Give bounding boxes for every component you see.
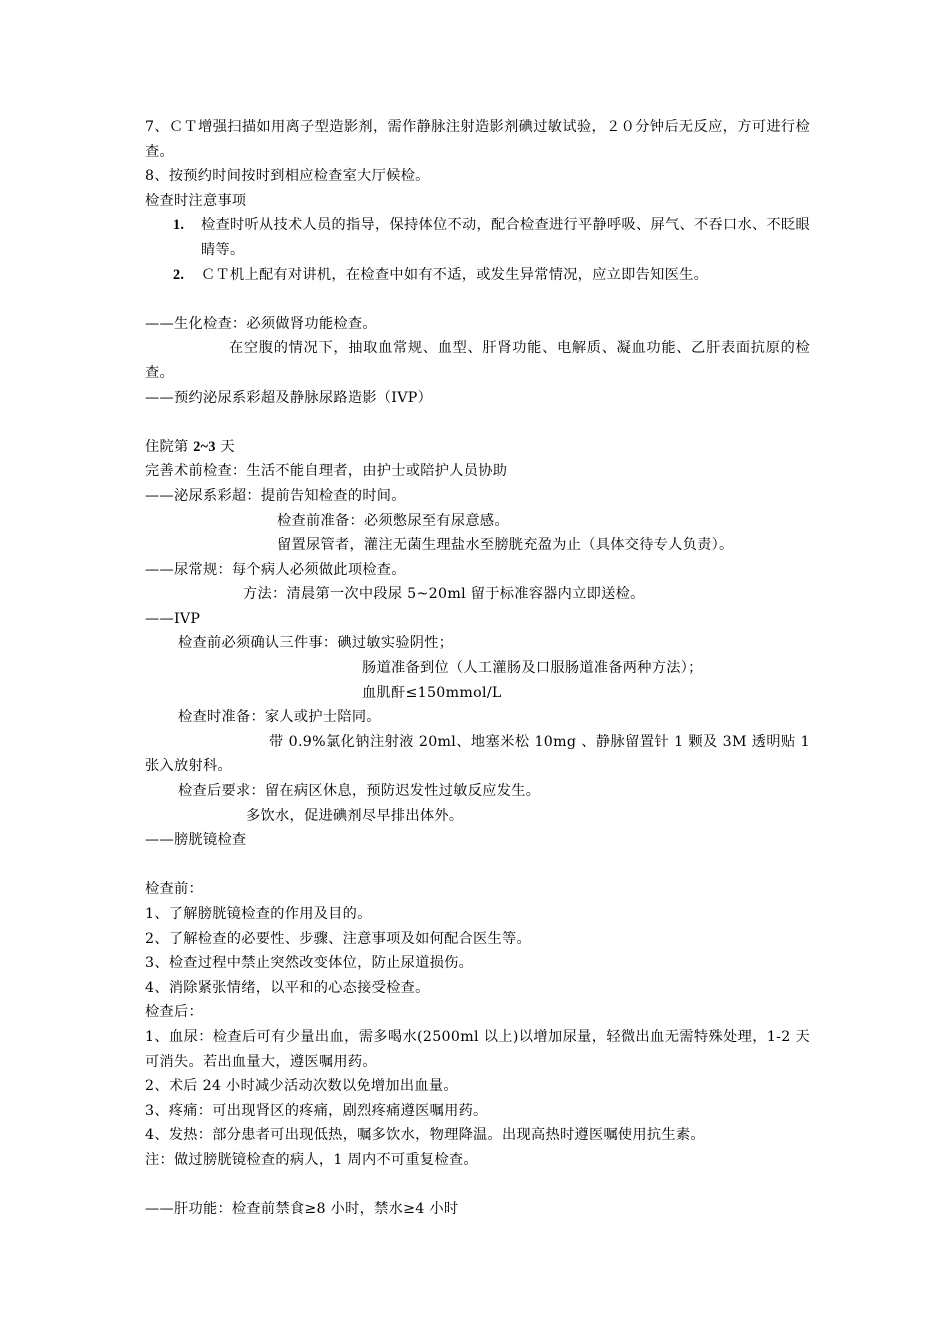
- section-ivp: ——IVP: [145, 610, 201, 627]
- ultrasound-catheter-note: 留置尿管者，灌注无菌生理盐水至膀胱充盈为止（具体交待专人负责）。: [277, 537, 734, 554]
- section-biochemistry: ——生化检查：必须做肾功能检查。: [145, 315, 377, 332]
- ivp-drink-water: 多饮水，促进碘剂尽早排出体外。: [246, 807, 464, 824]
- blank-line: [145, 410, 810, 435]
- after-item-2: 2、术后 24 小时减少活动次数以免增加出血量。: [145, 1078, 458, 1095]
- document-body: [145, 115, 810, 1222]
- section-liver-function: ——肝功能：检查前禁食≥8 小时，禁水≥4 小时: [145, 1201, 459, 1218]
- list-item-text: 检查时听从技术人员的指导，保持体位不动，配合检查进行平静呼吸、屏气、不吞口水、不眨眼睛等。: [201, 217, 810, 258]
- ordered-list-item-2: [145, 263, 810, 288]
- list-number: 2.: [173, 266, 185, 283]
- after-item-3: 3、疼痛：可出现肾区的疼痛，剧烈疼痛遵医嘱用药。: [145, 1102, 488, 1119]
- heading-before-exam: 检查前：: [145, 881, 203, 898]
- list-number: 1.: [173, 217, 185, 234]
- paragraph-appointment-time: 8、按预约时间按时到相应检查室大厅候检。: [145, 168, 430, 185]
- heading-hospital-day: [145, 435, 810, 460]
- day-label-suffix: 天: [215, 438, 236, 455]
- ivp-creatinine: 血肌酐≤150mmol/L: [362, 684, 502, 701]
- blank-line: [145, 853, 810, 878]
- heading-after-exam: 检查后：: [145, 1004, 203, 1021]
- day-range: 2~3: [193, 438, 216, 455]
- ivp-supplies: 带 0.9%氯化钠注射液 20ml、地塞米松 10mg 、静脉留置针 1 颗及 3M 透明贴 1 张入放射科。: [145, 733, 810, 775]
- ivp-after-exam: 检查后要求：留在病区休息，预防迟发性过敏反应发生。: [178, 783, 541, 800]
- ivp-precheck: 检查前必须确认三件事：碘过敏实验阴性；: [178, 635, 454, 652]
- before-item-4: 4、消除紧张情绪，以平和的心态接受检查。: [145, 979, 430, 996]
- paragraph-blood-tests: 在空腹的情况下，抽取血常规、血型、肝肾功能、电解质、凝血功能、乙肝表面抗原的检查。: [145, 340, 810, 381]
- before-item-3: 3、检查过程中禁止突然改变体位，防止尿道损伤。: [145, 955, 474, 972]
- blank-line: [145, 287, 810, 312]
- section-urinary-ultrasound: ——泌尿系彩超：提前告知检查的时间。: [145, 487, 406, 504]
- list-item-text: ＣＴ机上配有对讲机，在检查中如有不适，或发生异常情况，应立即告知医生。: [201, 266, 709, 283]
- ivp-during-exam: 检查时准备：家人或护士陪同。: [178, 709, 381, 726]
- ivp-bowel-prep: 肠道准备到位（人工灌肠及口服肠道准备两种方法）；: [362, 660, 703, 677]
- blank-line: [145, 1173, 810, 1198]
- ultrasound-preparation: 检查前准备：必须憋尿至有尿意感。: [277, 512, 509, 529]
- urinalysis-method: 方法：清晨第一次中段尿 5~20ml 留于标准容器内立即送检。: [243, 586, 645, 603]
- day-label-prefix: 住院第: [145, 438, 194, 455]
- before-item-2: 2、了解检查的必要性、步骤、注意事项及如何配合医生等。: [145, 930, 532, 947]
- paragraph-preop-exams: 完善术前检查：生活不能自理者，由护士或陪护人员协助: [145, 463, 508, 480]
- section-urinalysis: ——尿常规：每个病人必须做此项检查。: [145, 561, 406, 578]
- section-ultrasound-ivp-booking: ——预约泌尿系彩超及静脉尿路造影（IVP）: [145, 389, 433, 406]
- cystoscopy-note: 注：做过膀胱镜检查的病人，1 周内不可重复检查。: [145, 1151, 478, 1168]
- before-item-1: 1、了解膀胱镜检查的作用及目的。: [145, 906, 372, 922]
- paragraph-ct-contrast-allergy: 7、ＣＴ增强扫描如用离子型造影剂，需作静脉注射造影剂碘过敏试验，２０分钟后无反应，方可进行检查。: [145, 119, 810, 160]
- after-item-1: 1、血尿：检查后可有少量出血，需多喝水(2500ml 以上)以增加尿量，轻微出血无需特殊处理，1-2 天可消失。若出血量大，遵医嘱用药。: [145, 1028, 810, 1070]
- after-item-4: 4、发热：部分患者可出现低热，嘱多饮水，物理降温。出现高热时遵医嘱使用抗生素。: [145, 1127, 705, 1144]
- ordered-list-item-1: [145, 213, 810, 262]
- section-cystoscopy: ——膀胱镜检查: [145, 832, 247, 849]
- heading-exam-precautions: 检查时注意事项: [145, 192, 247, 209]
